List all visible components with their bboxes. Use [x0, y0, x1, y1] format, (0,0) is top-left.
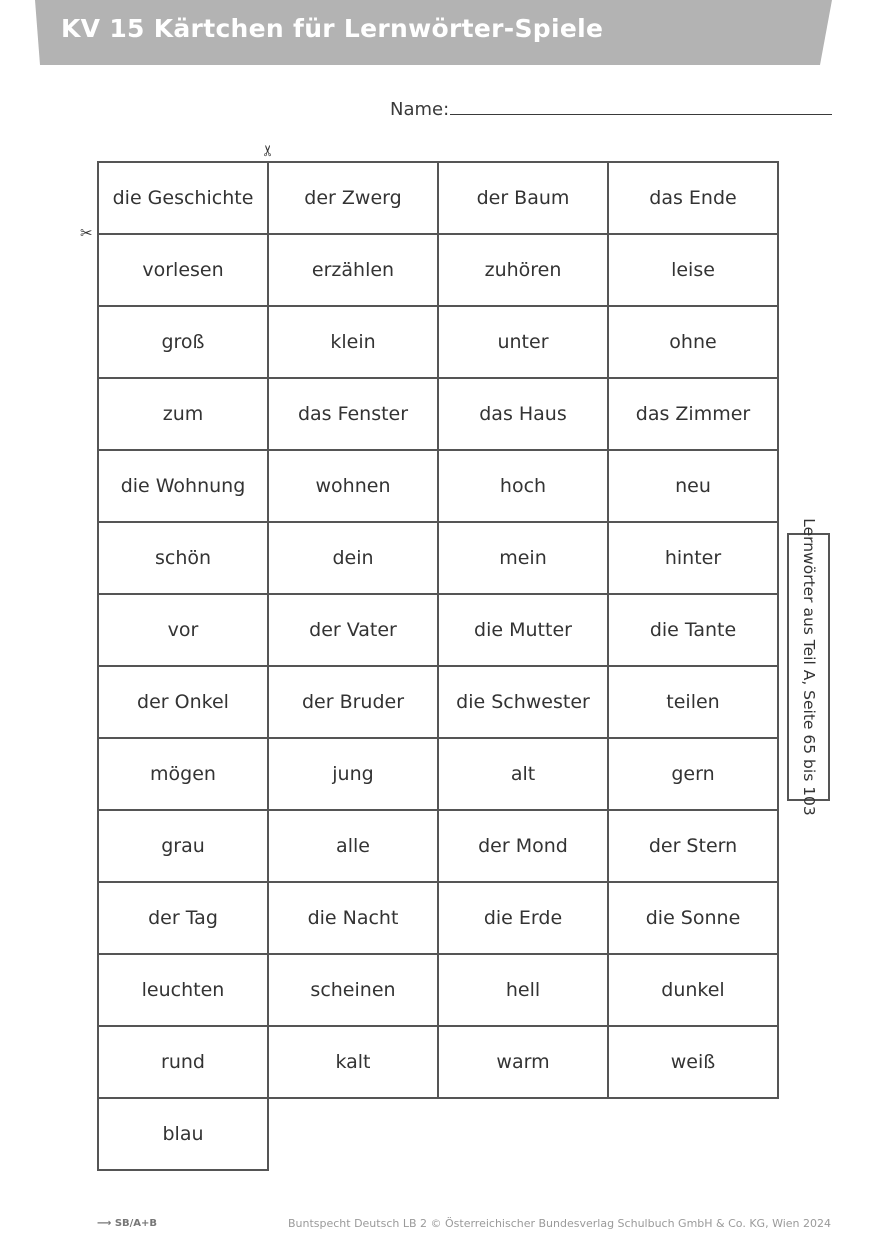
word-card: kalt: [267, 1025, 439, 1099]
word-card: erzählen: [267, 233, 439, 307]
word-card: das Ende: [607, 161, 779, 235]
footer-reference-label: SB/A+B: [114, 1218, 158, 1229]
word-card: das Zimmer: [607, 377, 779, 451]
name-field: [390, 97, 832, 121]
word-card: der Bruder: [267, 665, 439, 739]
word-card: der Stern: [607, 809, 779, 883]
word-card: der Baum: [437, 161, 609, 235]
word-card: rund: [97, 1025, 269, 1099]
word-card: hinter: [607, 521, 779, 595]
word-card: der Vater: [267, 593, 439, 667]
word-card: jung: [267, 737, 439, 811]
word-card: grau: [97, 809, 269, 883]
word-card: unter: [437, 305, 609, 379]
word-card: schön: [97, 521, 269, 595]
name-label: Name:: [390, 99, 450, 120]
word-card-grid: [97, 161, 777, 1169]
header-banner: [35, 0, 832, 65]
word-card: zum: [97, 377, 269, 451]
word-card: die Geschichte: [97, 161, 269, 235]
side-note-box: [787, 518, 830, 816]
word-card: das Fenster: [267, 377, 439, 451]
word-card: leuchten: [97, 953, 269, 1027]
word-card: der Zwerg: [267, 161, 439, 235]
word-card: warm: [437, 1025, 609, 1099]
word-card: mein: [437, 521, 609, 595]
word-card: dein: [267, 521, 439, 595]
word-card: ohne: [607, 305, 779, 379]
word-card: vor: [97, 593, 269, 667]
word-card: der Tag: [97, 881, 269, 955]
word-card: wohnen: [267, 449, 439, 523]
word-card: leise: [607, 233, 779, 307]
word-card: dunkel: [607, 953, 779, 1027]
side-note-text: Lernwörter aus Teil A, Seite 65 bis 103: [799, 518, 818, 816]
word-card: teilen: [607, 665, 779, 739]
word-card: die Wohnung: [97, 449, 269, 523]
word-card: gern: [607, 737, 779, 811]
scissors-icon: ✂: [258, 144, 277, 157]
word-card: die Nacht: [267, 881, 439, 955]
word-card: zuhören: [437, 233, 609, 307]
word-card: hell: [437, 953, 609, 1027]
word-card: scheinen: [267, 953, 439, 1027]
word-card: hoch: [437, 449, 609, 523]
word-card: klein: [267, 305, 439, 379]
scissors-icon: ✂: [80, 224, 93, 242]
word-card: die Sonne: [607, 881, 779, 955]
word-card: groß: [97, 305, 269, 379]
word-card: die Mutter: [437, 593, 609, 667]
arrow-icon: ⟶: [97, 1218, 112, 1229]
word-card: die Schwester: [437, 665, 609, 739]
page-title: KV 15 Kärtchen für Lernwörter-Spiele: [61, 14, 604, 43]
word-card: weiß: [607, 1025, 779, 1099]
word-card: die Erde: [437, 881, 609, 955]
word-card: der Onkel: [97, 665, 269, 739]
word-card: vorlesen: [97, 233, 269, 307]
footer-reference: [97, 1218, 157, 1229]
word-card: neu: [607, 449, 779, 523]
word-card: die Tante: [607, 593, 779, 667]
word-card: mögen: [97, 737, 269, 811]
word-card: der Mond: [437, 809, 609, 883]
footer-copyright: Buntspecht Deutsch LB 2 © Österreichischer Bundesverlag Schulbuch GmbH & Co. KG, Wien 2024: [287, 1217, 831, 1230]
word-card: das Haus: [437, 377, 609, 451]
word-card: alle: [267, 809, 439, 883]
word-card: blau: [97, 1097, 269, 1171]
name-write-line: [450, 114, 832, 115]
word-card: alt: [437, 737, 609, 811]
